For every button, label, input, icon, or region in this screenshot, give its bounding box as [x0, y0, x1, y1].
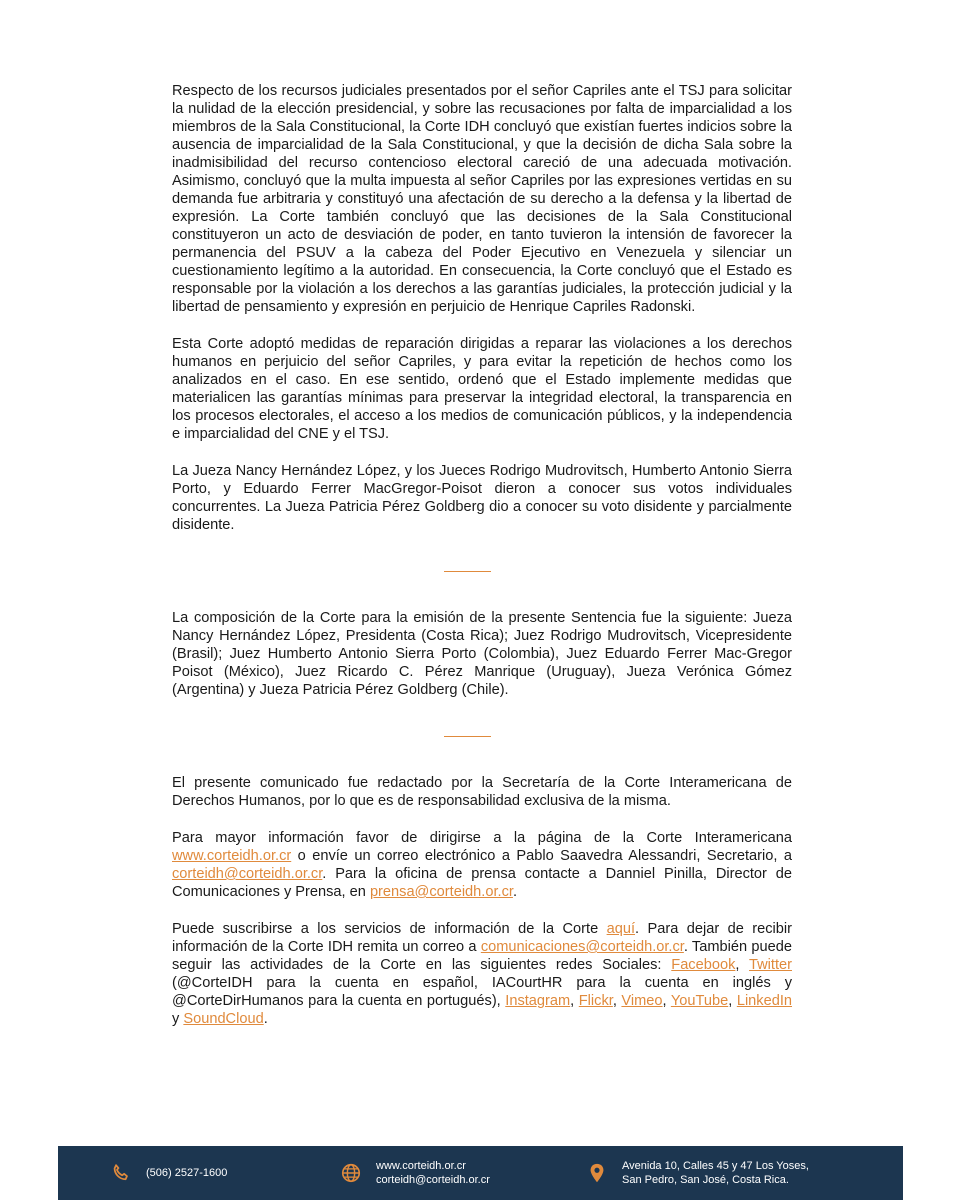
- footer-address: [586, 1159, 809, 1187]
- globe-icon: [340, 1162, 362, 1184]
- document-body: [172, 82, 792, 1028]
- link-instagram[interactable]: Instagram: [505, 993, 571, 1009]
- paragraph-composition: La composición de la Corte para la emisión de la presente Sentencia fue la siguiente: Jueza Nancy Hernández López, Presidenta (Costa Rica); Juez Rodrigo Mudrovitsch, Vicepresidente (Brasil); Juez Humberto Antonio Sierra Porto (Colombia), Juez Eduardo Ferrer Mac-Gregor Poisot (México), Juez Ricardo C. Pérez Manrique (Uruguay), Jueza Verónica Gómez (Argentina) y Jueza Patricia Pérez Goldberg (Chile).: [172, 610, 792, 698]
- paragraph-authorship: El presente comunicado fue redactado por la Secretaría de la Corte Interamericana de Derechos Humanos, por lo que es de responsabilidad exclusiva de la misma.: [172, 775, 792, 809]
- link-website[interactable]: www.corteidh.or.cr: [172, 848, 292, 864]
- footer-address-line-2: San Pedro, San José, Costa Rica.: [622, 1174, 789, 1186]
- link-unsubscribe-email[interactable]: comunicaciones@corteidh.or.cr: [480, 939, 684, 955]
- paragraph-contact-info: Para mayor información favor de dirigirse a la página de la Corte Interamericana www.corteidh.or.cr o envíe un correo electrónico a Pablo Saavedra Alessandri, Secretario, a corteidh@corteidh.or.cr. Para la oficina de prensa contacte a Danniel Pinilla, Director de Comunicaciones y Prensa, en prensa@corteidh.or.cr.: [172, 830, 792, 900]
- link-press-email[interactable]: prensa@corteidh.or.cr: [369, 884, 513, 900]
- link-facebook[interactable]: Facebook: [671, 957, 736, 973]
- paragraph-reparations: Esta Corte adoptó medidas de reparación dirigidas a reparar las violaciones a los derechos humanos en perjuicio del señor Capriles, y para evitar la repetición de hechos como los analizados en el caso. En ese sentido, ordenó que el Estado implemente medidas que materialicen las garantías mínimas para preservar la integridad electoral, la transparencia en los procesos electorales, el acceso a los medios de comunicación públicos, y la independencia e imparcialidad del CNE y el TSJ.: [172, 336, 792, 442]
- paragraph-ruling: Respecto de los recursos judiciales presentados por el señor Capriles ante el TSJ para solicitar la nulidad de la elección presidencial, y sobre las recusaciones por falta de imparcialidad a los miembros de la Sala Constitucional, la Corte IDH concluyó que existían fuertes indicios sobre la ausencia de imparcialidad de la Sala Constitucional, y que la decisión de dicha Sala sobre la inadmisibilidad del recurso contencioso electoral careció de una adecuada motivación. Asimismo, concluyó que la multa impuesta al señor Capriles por las expresiones vertidas en su demanda fue arbitraria y constituyó una afectación de su derecho a la defensa y la libertad de expresión. La Corte también concluyó que las decisiones de la Sala Constitucional constituyeron un acto de desviación de poder, en tanto tuvieron la intensión de favorecer la permanencia del PSUV a la cabeza del Poder Ejecutivo en Venezuela y silenciar un cuestionamiento legítimo a la autoridad. En consecuencia, la Corte concluyó que el Estado es responsable por la violación a los derechos a las garantías judiciales, la protección judicial y la libertad de pensamiento y expresión en perjuicio de Henrique Capriles Radonski.: [172, 83, 792, 315]
- footer-web: [340, 1159, 490, 1187]
- phone-icon: [110, 1162, 132, 1184]
- footer-address-line-1: Avenida 10, Calles 45 y 47 Los Yoses,: [622, 1160, 809, 1172]
- footer-phone-number: (506) 2527-1600: [146, 1167, 228, 1179]
- footer-email[interactable]: corteidh@corteidh.or.cr: [376, 1174, 490, 1186]
- footer-bar: [58, 1146, 903, 1200]
- link-soundcloud[interactable]: SoundCloud: [183, 1011, 264, 1027]
- link-linkedin[interactable]: LinkedIn: [736, 993, 793, 1009]
- location-pin-icon: [586, 1162, 608, 1184]
- link-secretary-email[interactable]: corteidh@corteidh.or.cr: [172, 866, 323, 882]
- link-twitter[interactable]: Twitter: [749, 957, 792, 973]
- paragraph-votes: La Jueza Nancy Hernández López, y los Jueces Rodrigo Mudrovitsch, Humberto Antonio Sierra Porto, y Eduardo Ferrer MacGregor-Poisot dieron a conocer sus votos individuales concurrentes. La Jueza Patricia Pérez Goldberg dio a conocer su voto disidente y parcialmente disidente.: [172, 463, 792, 533]
- footer-web-url[interactable]: www.corteidh.or.cr: [376, 1160, 466, 1172]
- link-subscribe[interactable]: aquí: [606, 921, 636, 937]
- link-youtube[interactable]: YouTube: [670, 993, 729, 1009]
- paragraph-subscribe: Puede suscribirse a los servicios de información de la Corte aquí. Para dejar de recibir información de la Corte IDH remita un correo a comunicaciones@corteidh.or.cr. También puede seguir las actividades de la Corte en las siguientes redes Sociales: Facebook, Twitter (@CorteIDH para la cuenta en español, IACourtHR para la cuenta en inglés y @CorteDirHumanos para la cuenta en portugués), Instagram, Flickr, Vimeo, YouTube, LinkedIn y SoundCloud.: [172, 921, 793, 1027]
- link-vimeo[interactable]: Vimeo: [621, 993, 663, 1009]
- link-flickr[interactable]: Flickr: [578, 993, 613, 1009]
- footer-phone: [110, 1162, 227, 1184]
